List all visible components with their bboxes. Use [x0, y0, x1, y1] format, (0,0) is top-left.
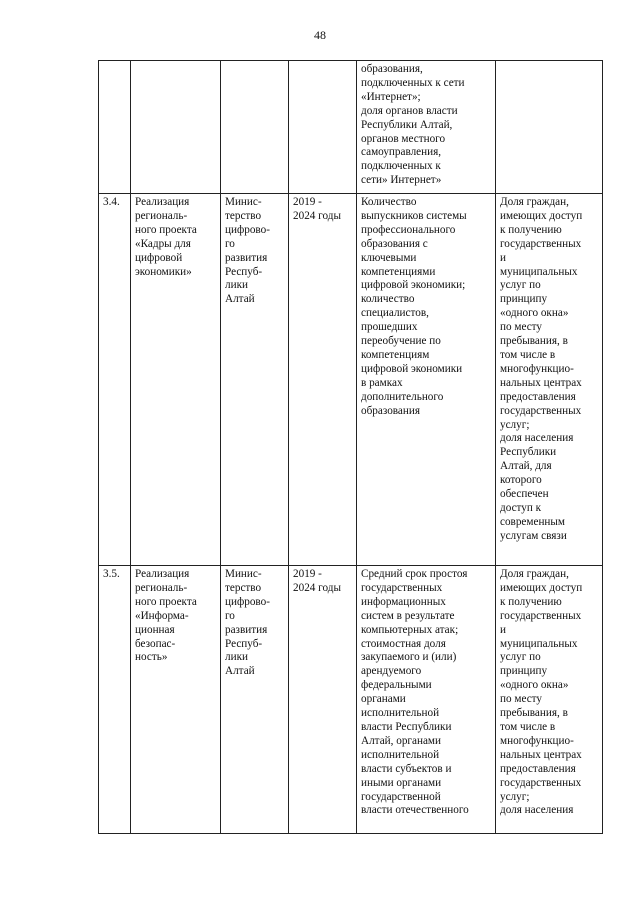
cell-period — [289, 61, 357, 194]
cell-period: 2019 - 2024 годы — [289, 566, 357, 834]
cell-targets: Доля граждан, имеющих доступ к получению государственных и муниципальных услуг по принципу «одного окна» по месту пребывания, в том числе в многофункцио- нальных центрах предоставления государственных услуг; доля населения — [496, 566, 603, 834]
cell-executor: Минис- терство цифрово- го развития Респуб- лики Алтай — [221, 194, 289, 566]
table-row — [99, 194, 603, 566]
cell-indicators: Средний срок простоя государственных информационных систем в результате компьютерных атак; стоимостная доля закупаемого и (или) арендуемого федеральными органами исполнительной власти Республики Алтай, органами исполнительной власти субъектов и иными органами государственной власти отечественного — [357, 566, 496, 834]
cell-executor — [221, 61, 289, 194]
cell-period: 2019 - 2024 годы — [289, 194, 357, 566]
cell-name — [131, 61, 221, 194]
cell-name: Реализация региональ- ного проекта «Кадры для цифровой экономики» — [131, 194, 221, 566]
cell-targets — [496, 61, 603, 194]
page-number: 48 — [314, 28, 326, 42]
table-row — [99, 566, 603, 834]
cell-executor: Минис- терство цифрово- го развития Респуб- лики Алтай — [221, 566, 289, 834]
table-row — [99, 61, 603, 194]
cell-number — [99, 61, 131, 194]
cell-indicators: образования, подключенных к сети «Интернет»; доля органов власти Республики Алтай, органов местного самоуправления, подключенных к сети» Интернет» — [357, 61, 496, 194]
cell-number: 3.5. — [99, 566, 131, 834]
cell-targets: Доля граждан, имеющих доступ к получению государственных и муниципальных услуг по принципу «одного окна» по месту пребывания, в том числе в многофункцио- нальных центрах предоставления государственных услуг; доля населения Республики Алтай, для которого обеспечен доступ к современным услугам связи — [496, 194, 603, 566]
cell-number: 3.4. — [99, 194, 131, 566]
cell-indicators: Количество выпускников системы профессионального образования с ключевыми компетенциями цифровой экономики; количество специалистов, прошедших переобучение по компетенциям цифровой экономики в рамках дополнительного образования — [357, 194, 496, 566]
cell-name: Реализация региональ- ного проекта «Информа- ционная безопас- ность» — [131, 566, 221, 834]
program-table — [98, 60, 603, 834]
